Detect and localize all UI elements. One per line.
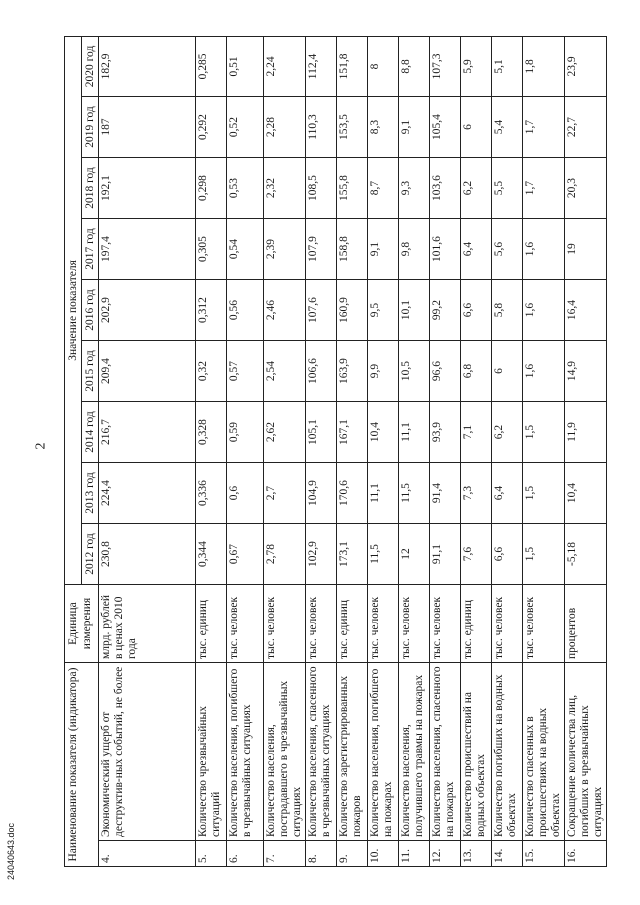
indicator-unit: тыс. человек bbox=[227, 585, 264, 663]
indicator-value: 2,28 bbox=[264, 97, 306, 158]
indicator-value: 0,312 bbox=[196, 280, 227, 341]
indicator-value: 9,1 bbox=[399, 97, 430, 158]
indicator-value: 23,9 bbox=[565, 36, 607, 96]
indicator-value: 6 bbox=[492, 341, 523, 402]
indicator-name: Количество населения, пострадавшего в чрезвычайных ситуациях bbox=[264, 663, 306, 841]
header-year: 2020 год bbox=[82, 36, 99, 96]
indicator-value: 19 bbox=[565, 219, 607, 280]
indicator-value: 9,5 bbox=[368, 280, 399, 341]
indicator-value: 6,2 bbox=[461, 158, 492, 219]
table-row bbox=[368, 36, 399, 866]
indicator-value: 197,4 bbox=[99, 219, 196, 280]
indicator-value: 167,1 bbox=[337, 402, 368, 463]
indicator-value: 6,4 bbox=[461, 219, 492, 280]
indicator-value: 8,8 bbox=[399, 36, 430, 96]
indicator-unit: тыс. человек bbox=[399, 585, 430, 663]
indicator-value: 0,54 bbox=[227, 219, 264, 280]
indicator-value: 0,305 bbox=[196, 219, 227, 280]
indicator-value: 5,6 bbox=[492, 219, 523, 280]
indicator-value: 2,32 bbox=[264, 158, 306, 219]
indicator-name: Количество населения, спасенного в чрезвычайных ситуациях bbox=[306, 663, 337, 841]
indicator-value: 1,6 bbox=[523, 219, 565, 280]
indicator-value: 0,32 bbox=[196, 341, 227, 402]
table-row bbox=[399, 36, 430, 866]
row-number: 6. bbox=[227, 841, 264, 867]
indicator-value: 91,1 bbox=[430, 524, 461, 585]
indicator-name: Количество происшествий на водных объектах bbox=[461, 663, 492, 841]
indicator-unit: тыс. единиц bbox=[337, 585, 368, 663]
indicator-value: 202,9 bbox=[99, 280, 196, 341]
indicator-unit: тыс. человек bbox=[264, 585, 306, 663]
indicator-value: 0,53 bbox=[227, 158, 264, 219]
indicator-value: 96,6 bbox=[430, 341, 461, 402]
indicator-value: 0,336 bbox=[196, 463, 227, 524]
row-number: 5. bbox=[196, 841, 227, 867]
header-year: 2014 год bbox=[82, 402, 99, 463]
indicator-value: 151,8 bbox=[337, 36, 368, 96]
indicator-value: 7,3 bbox=[461, 463, 492, 524]
indicator-value: 160,9 bbox=[337, 280, 368, 341]
indicator-unit: тыс. человек bbox=[306, 585, 337, 663]
indicator-value: 7,6 bbox=[461, 524, 492, 585]
indicator-value: 11,1 bbox=[399, 402, 430, 463]
indicator-value: 8,3 bbox=[368, 97, 399, 158]
indicator-value: 158,8 bbox=[337, 219, 368, 280]
header-year: 2018 год bbox=[82, 158, 99, 219]
indicator-value: 0,292 bbox=[196, 97, 227, 158]
indicator-value: 6,2 bbox=[492, 402, 523, 463]
header-value-group: Значение показателя bbox=[65, 36, 82, 584]
row-number: 14. bbox=[492, 841, 523, 867]
table-row bbox=[306, 36, 337, 866]
indicator-value: 2,78 bbox=[264, 524, 306, 585]
row-number: 12. bbox=[430, 841, 461, 867]
indicator-value: 1,5 bbox=[523, 524, 565, 585]
indicator-value: 224,4 bbox=[99, 463, 196, 524]
indicator-value: 9,8 bbox=[399, 219, 430, 280]
indicator-table-rotated bbox=[64, 37, 610, 867]
indicator-value: 91,4 bbox=[430, 463, 461, 524]
indicator-unit: тыс. человек bbox=[430, 585, 461, 663]
indicator-value: 0,52 bbox=[227, 97, 264, 158]
table-row bbox=[337, 36, 368, 866]
indicator-unit: процентов bbox=[565, 585, 607, 663]
indicator-value: 216,7 bbox=[99, 402, 196, 463]
indicator-value: 101,6 bbox=[430, 219, 461, 280]
indicator-unit: тыс. человек bbox=[492, 585, 523, 663]
page-number: 2 bbox=[33, 442, 49, 450]
indicator-value: 1,7 bbox=[523, 158, 565, 219]
indicator-unit: млрд. рублей в ценах 2010 года bbox=[99, 585, 196, 663]
indicator-value: 6,4 bbox=[492, 463, 523, 524]
header-year: 2017 год bbox=[82, 219, 99, 280]
indicator-name: Количество зарегистрированных пожаров bbox=[337, 663, 368, 841]
indicator-value: 10,4 bbox=[368, 402, 399, 463]
table-row bbox=[196, 36, 227, 866]
indicator-name: Количество спасенных в происшествиях на водных объектах bbox=[523, 663, 565, 841]
indicator-value: 9,9 bbox=[368, 341, 399, 402]
indicator-value: 1,6 bbox=[523, 280, 565, 341]
indicator-value: 11,5 bbox=[368, 524, 399, 585]
indicator-value: 1,8 bbox=[523, 36, 565, 96]
row-number: 9. bbox=[337, 841, 368, 867]
indicator-value: 11,1 bbox=[368, 463, 399, 524]
row-number: 10. bbox=[368, 841, 399, 867]
row-number: 13. bbox=[461, 841, 492, 867]
indicator-value: 0,328 bbox=[196, 402, 227, 463]
indicator-value: 16,4 bbox=[565, 280, 607, 341]
indicator-value: 1,5 bbox=[523, 402, 565, 463]
table-row bbox=[264, 36, 306, 866]
indicator-name: Количество населения, получившего травмы на пожарах bbox=[399, 663, 430, 841]
indicator-value: 112,4 bbox=[306, 36, 337, 96]
indicator-unit: тыс. единиц bbox=[461, 585, 492, 663]
indicator-value: 0,344 bbox=[196, 524, 227, 585]
indicator-value: 153,5 bbox=[337, 97, 368, 158]
indicator-value: 9,1 bbox=[368, 219, 399, 280]
indicator-unit: тыс. человек bbox=[523, 585, 565, 663]
indicator-value: 6 bbox=[461, 97, 492, 158]
indicator-value: 105,4 bbox=[430, 97, 461, 158]
indicator-name: Количество погибших на водных объектах bbox=[492, 663, 523, 841]
indicator-value: 230,8 bbox=[99, 524, 196, 585]
row-number: 7. bbox=[264, 841, 306, 867]
indicator-value: 105,1 bbox=[306, 402, 337, 463]
indicator-name: Количество чрезвычайных ситуаций bbox=[196, 663, 227, 841]
indicator-name: Количество населения, погибшего в чрезвычайных ситуациях bbox=[227, 663, 264, 841]
indicator-value: -5,18 bbox=[565, 524, 607, 585]
indicator-value: 6,6 bbox=[492, 524, 523, 585]
header-year: 2013 год bbox=[82, 463, 99, 524]
row-number: 8. bbox=[306, 841, 337, 867]
indicator-value: 22,7 bbox=[565, 97, 607, 158]
header-unit: Единица измерения bbox=[65, 585, 99, 663]
indicator-value: 108,5 bbox=[306, 158, 337, 219]
indicator-value: 9,3 bbox=[399, 158, 430, 219]
indicator-value: 1,7 bbox=[523, 97, 565, 158]
indicator-value: 2,54 bbox=[264, 341, 306, 402]
indicator-value: 110,3 bbox=[306, 97, 337, 158]
header-year: 2019 год bbox=[82, 97, 99, 158]
indicator-value: 0,59 bbox=[227, 402, 264, 463]
indicator-value: 187 bbox=[99, 97, 196, 158]
indicator-value: 6,6 bbox=[461, 280, 492, 341]
indicator-value: 11,5 bbox=[399, 463, 430, 524]
indicator-unit: тыс. человек bbox=[368, 585, 399, 663]
indicator-name: Количество населения, погибшего на пожарах bbox=[368, 663, 399, 841]
indicator-value: 7,1 bbox=[461, 402, 492, 463]
table-row bbox=[565, 36, 607, 866]
indicator-value: 2,62 bbox=[264, 402, 306, 463]
indicator-value: 106,6 bbox=[306, 341, 337, 402]
indicator-value: 170,6 bbox=[337, 463, 368, 524]
indicator-value: 104,9 bbox=[306, 463, 337, 524]
indicator-value: 6,8 bbox=[461, 341, 492, 402]
indicator-value: 10,5 bbox=[399, 341, 430, 402]
footer-filename: 24040643.doc bbox=[6, 822, 16, 880]
table-body bbox=[99, 36, 607, 866]
indicator-value: 5,4 bbox=[492, 97, 523, 158]
table-row bbox=[492, 36, 523, 866]
row-number: 4. bbox=[99, 841, 196, 867]
indicator-value: 107,3 bbox=[430, 36, 461, 96]
indicator-value: 2,39 bbox=[264, 219, 306, 280]
header-year: 2015 год bbox=[82, 341, 99, 402]
table-row bbox=[523, 36, 565, 866]
indicator-value: 12 bbox=[399, 524, 430, 585]
indicator-value: 0,51 bbox=[227, 36, 264, 96]
indicator-value: 10,1 bbox=[399, 280, 430, 341]
indicator-value: 8 bbox=[368, 36, 399, 96]
indicator-value: 14,9 bbox=[565, 341, 607, 402]
indicator-value: 5,9 bbox=[461, 36, 492, 96]
row-number: 15. bbox=[523, 841, 565, 867]
indicator-value: 155,8 bbox=[337, 158, 368, 219]
row-number: 16. bbox=[565, 841, 607, 867]
table-row bbox=[461, 36, 492, 866]
header-name: Наименование показателя (индикатора) bbox=[65, 663, 99, 867]
indicator-value: 5,5 bbox=[492, 158, 523, 219]
indicator-value: 0,56 bbox=[227, 280, 264, 341]
indicator-value: 2,24 bbox=[264, 36, 306, 96]
indicator-name: Сокращение количества лиц, погибших в чрезвычайных ситуациях bbox=[565, 663, 607, 841]
indicator-value: 5,1 bbox=[492, 36, 523, 96]
indicator-value: 0,67 bbox=[227, 524, 264, 585]
indicator-value: 103,6 bbox=[430, 158, 461, 219]
indicator-name: Экономический ущерб от деструктив-ных событий, не более bbox=[99, 663, 196, 841]
table-row bbox=[99, 36, 196, 866]
indicator-value: 1,6 bbox=[523, 341, 565, 402]
indicator-value: 11,9 bbox=[565, 402, 607, 463]
indicator-unit: тыс. единиц bbox=[196, 585, 227, 663]
table-row bbox=[430, 36, 461, 866]
indicator-value: 102,9 bbox=[306, 524, 337, 585]
indicator-value: 0,285 bbox=[196, 36, 227, 96]
indicator-value: 1,5 bbox=[523, 463, 565, 524]
indicator-value: 93,9 bbox=[430, 402, 461, 463]
indicator-value: 0,57 bbox=[227, 341, 264, 402]
indicator-value: 0,6 bbox=[227, 463, 264, 524]
indicator-value: 2,7 bbox=[264, 463, 306, 524]
indicator-value: 173,1 bbox=[337, 524, 368, 585]
indicator-name: Количество населения, спасенного на пожарах bbox=[430, 663, 461, 841]
indicator-value: 20,3 bbox=[565, 158, 607, 219]
indicator-value: 10,4 bbox=[565, 463, 607, 524]
row-number: 11. bbox=[399, 841, 430, 867]
table-row bbox=[227, 36, 264, 866]
indicator-value: 5,8 bbox=[492, 280, 523, 341]
indicator-value: 99,2 bbox=[430, 280, 461, 341]
header-year: 2016 год bbox=[82, 280, 99, 341]
indicator-value: 182,9 bbox=[99, 36, 196, 96]
indicator-value: 0,298 bbox=[196, 158, 227, 219]
indicator-value: 107,6 bbox=[306, 280, 337, 341]
indicator-value: 192,1 bbox=[99, 158, 196, 219]
indicator-value: 163,9 bbox=[337, 341, 368, 402]
indicator-value: 209,4 bbox=[99, 341, 196, 402]
header-year: 2012 год bbox=[82, 524, 99, 585]
indicator-value: 8,7 bbox=[368, 158, 399, 219]
indicator-value: 2,46 bbox=[264, 280, 306, 341]
indicator-table bbox=[64, 36, 607, 867]
indicator-value: 107,9 bbox=[306, 219, 337, 280]
